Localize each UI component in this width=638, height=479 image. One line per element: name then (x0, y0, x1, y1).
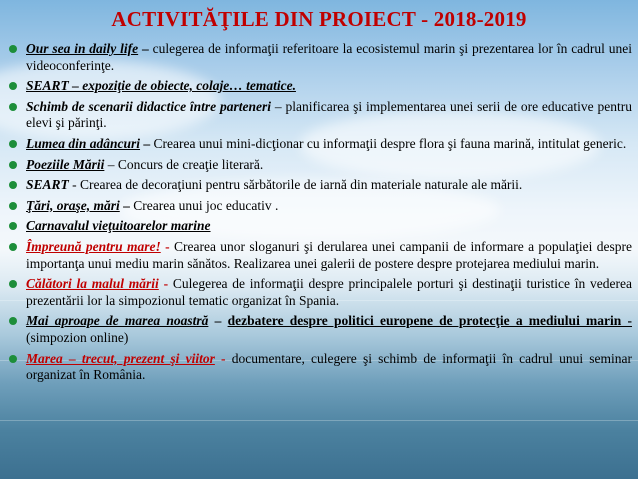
bullet-icon (9, 181, 17, 189)
bullet-icon (9, 317, 17, 325)
bullet-icon (9, 82, 17, 90)
bullet-icon (9, 243, 17, 251)
activity-name: Călători la malul mării (26, 276, 159, 292)
bullet-icon (9, 280, 17, 288)
list-item (6, 136, 632, 153)
list-item (6, 218, 632, 235)
activity-name: Mai aproape de marea noastră (26, 313, 209, 329)
list-item (6, 198, 632, 215)
bullet-icon (9, 355, 17, 363)
list-item (6, 78, 632, 95)
activity-list (6, 41, 632, 388)
activity-name: Lumea din adâncuri (26, 135, 141, 151)
activity-separator: - (160, 238, 174, 254)
activity-description: Crearea unui mini-dicţionar cu informaţii despre flora şi fauna marină, intitulat generic. (153, 135, 627, 151)
activity-note: (simpozion online) (26, 329, 129, 345)
list-item (6, 239, 632, 272)
activity-description: Crearea unor sloganuri şi derularea unei campanii de informare a populaţiei despre importanţa unui mediu marin sănătos. Realizarea unei galerii de postere despre protejarea mediului marin. (26, 238, 632, 271)
activity-description: Crearea de decoraţiuni pentru sărbătorile de iarnă din materiale naturale ale mării. (80, 177, 523, 193)
activity-separator: – (104, 156, 118, 172)
activity-description: documentare, culegere şi schimb de informaţii în cadrul unui seminar organizat în România. (26, 350, 632, 383)
activity-name: Our sea in daily life (26, 41, 139, 56)
activity-description: culegerea de informaţii referitoare la ecosistemul marin şi prezentarea lor în cadrul unei videoconferinţe. (26, 41, 633, 73)
activity-name: SEART (26, 177, 69, 193)
activity-name: SEART – expoziţie de obiecte, colaje… tematice. (26, 78, 296, 94)
list-item (6, 157, 632, 174)
activity-separator: – (140, 135, 154, 151)
title-text: ACTIVITĂŢILE DIN PROIECT (111, 7, 416, 31)
activity-description: Concurs de creaţie literară. (117, 156, 264, 172)
activity-separator: - (214, 350, 232, 366)
activity-description: Culegerea de informaţii despre principalele porturi şi destinaţii turistice în vederea prezentării lor la simpozionul tematic organizat în Spania. (26, 276, 632, 308)
page-title (0, 7, 638, 32)
bullet-icon (9, 103, 17, 111)
bullet-icon (9, 222, 17, 230)
activity-name: Poeziile Mării (26, 156, 105, 172)
activity-separator: - (68, 177, 81, 193)
list-item (6, 276, 632, 309)
activity-separator: – (271, 98, 286, 114)
title-years: - 2018-2019 (415, 7, 527, 31)
list-item (6, 99, 632, 132)
bullet-icon (9, 140, 17, 148)
activity-separator: – (208, 313, 228, 329)
list-item (6, 313, 632, 346)
activity-name: Ţări, oraşe, mări (26, 197, 120, 213)
activity-separator: – (138, 41, 153, 56)
bullet-icon (9, 202, 17, 210)
bullet-icon (9, 161, 17, 169)
activity-name: Schimb de scenarii didactice între parteneri (26, 98, 272, 114)
activity-name: Marea – trecut, prezent şi viitor (26, 350, 215, 366)
activity-description: planificarea şi implementarea unei serii de ore educative pentru elevi şi părinţi. (26, 98, 633, 131)
list-item (6, 41, 632, 74)
activity-separator: – (119, 197, 134, 213)
activity-name: Carnavalul vieţuitoarelor marine (26, 218, 211, 234)
list-item (6, 177, 632, 194)
activity-description: dezbatere despre politici europene de protecţie a mediului marin - (227, 313, 632, 329)
activity-description: Crearea unui joc educativ . (133, 197, 279, 213)
bullet-icon (9, 45, 17, 53)
activity-separator: - (158, 276, 173, 292)
list-item (6, 351, 632, 384)
activity-name: Împreună pentru mare! (26, 238, 161, 254)
